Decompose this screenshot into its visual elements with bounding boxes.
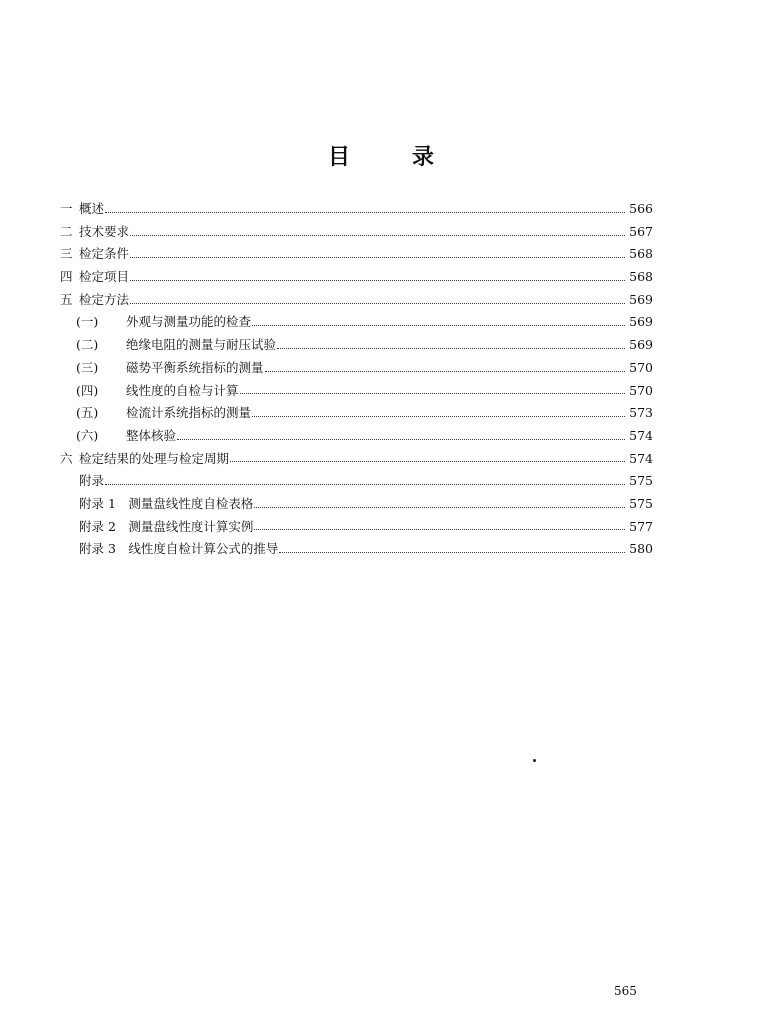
toc-entry-page: 567: [629, 223, 653, 239]
toc-entry-page: 580: [629, 541, 653, 557]
toc-entry[interactable]: [60, 243, 653, 266]
dot-leader: [230, 461, 625, 462]
page-title: [0, 140, 762, 171]
toc-entry-number: (六): [76, 427, 99, 443]
toc-entry-page: 574: [629, 427, 653, 443]
dot-leader: [252, 325, 625, 326]
toc-entry-page: 566: [629, 201, 653, 216]
toc-entry-label: 绝缘电阻的测量与耐压试验: [126, 337, 277, 353]
toc-entry-label: 检定结果的处理与检定周期: [79, 450, 230, 466]
toc-entry[interactable]: [60, 448, 653, 471]
toc-entry-page: 575: [629, 473, 653, 489]
toc-entry-label: 附录: [79, 473, 105, 489]
toc-entry[interactable]: [60, 334, 653, 357]
toc-entry-number: 一: [60, 201, 73, 216]
toc-entry-page: 574: [629, 450, 653, 466]
toc-entry-page: 569: [629, 291, 653, 307]
toc-entry[interactable]: [60, 538, 653, 561]
toc-entry[interactable]: [60, 470, 653, 493]
toc-entry-number: 三: [60, 246, 73, 262]
toc-entry-number: 二: [60, 223, 73, 239]
speck-mark: [533, 759, 536, 762]
toc-entry-number: 六: [60, 450, 73, 466]
dot-leader: [130, 280, 625, 281]
title-char-2: 录: [412, 144, 435, 170]
toc-entry-label: 附录 3 线性度自检计算公式的推导: [79, 541, 279, 557]
toc-entry-label: 检定项目: [79, 269, 130, 285]
toc-entry-page: 568: [629, 246, 653, 262]
toc-entry[interactable]: [60, 493, 653, 516]
dot-leader: [130, 235, 625, 236]
toc-entry-number: (四): [76, 382, 99, 398]
toc-entry-label: 磁势平衡系统指标的测量: [126, 359, 264, 375]
dot-leader: [265, 371, 625, 372]
toc-entry-label: 附录 1 测量盘线性度自检表格: [79, 495, 254, 511]
toc-entry[interactable]: [60, 516, 653, 539]
toc-entry-label: 附录 2 测量盘线性度计算实例: [79, 518, 254, 534]
dot-leader: [177, 439, 625, 440]
table-of-contents: [60, 198, 653, 561]
toc-entry-number: 四: [60, 269, 73, 285]
dot-leader: [105, 212, 625, 213]
toc-entry-number: (一): [76, 314, 99, 330]
dot-leader: [130, 257, 625, 258]
toc-entry[interactable]: [60, 357, 653, 380]
toc-entry-label: 检定方法: [79, 291, 130, 307]
title-char-1: 目: [327, 144, 350, 170]
dot-leader: [277, 348, 625, 349]
toc-entry[interactable]: [60, 266, 653, 289]
toc-entry-page: 573: [629, 405, 653, 421]
toc-entry-label: 外观与测量功能的检查: [126, 314, 252, 330]
dot-leader: [130, 303, 625, 304]
toc-entry[interactable]: [60, 380, 653, 403]
toc-entry-page: 568: [629, 269, 653, 285]
toc-entry[interactable]: [60, 289, 653, 312]
toc-entry-label: 检流计系统指标的测量: [126, 405, 252, 421]
dot-leader: [252, 416, 625, 417]
dot-leader: [240, 393, 625, 394]
toc-entry-page: 570: [629, 359, 653, 375]
toc-entry-number: (五): [76, 405, 99, 421]
toc-entry-label: 技术要求: [79, 223, 130, 239]
toc-entry-number: (二): [76, 337, 99, 353]
toc-entry-page: 577: [629, 518, 653, 534]
toc-entry-label: 整体核验: [126, 427, 177, 443]
toc-entry-page: 570: [629, 382, 653, 398]
toc-entry-page: 575: [629, 495, 653, 511]
toc-entry-label: 检定条件: [79, 246, 130, 262]
toc-entry[interactable]: [60, 425, 653, 448]
dot-leader: [279, 552, 625, 553]
toc-entry-page: 569: [629, 337, 653, 353]
page-number: 565: [614, 984, 637, 998]
dot-leader: [254, 507, 625, 508]
dot-leader: [254, 529, 625, 530]
toc-entry[interactable]: [60, 198, 653, 221]
toc-entry[interactable]: [60, 221, 653, 244]
toc-entry[interactable]: [60, 402, 653, 425]
toc-entry-label: 线性度的自检与计算: [126, 382, 239, 398]
toc-entry-number: (三): [76, 359, 99, 375]
dot-leader: [105, 484, 625, 485]
toc-entry-page: 569: [629, 314, 653, 330]
toc-entry-number: 五: [60, 291, 73, 307]
toc-entry[interactable]: [60, 311, 653, 334]
toc-entry-label: 概述: [79, 201, 105, 216]
